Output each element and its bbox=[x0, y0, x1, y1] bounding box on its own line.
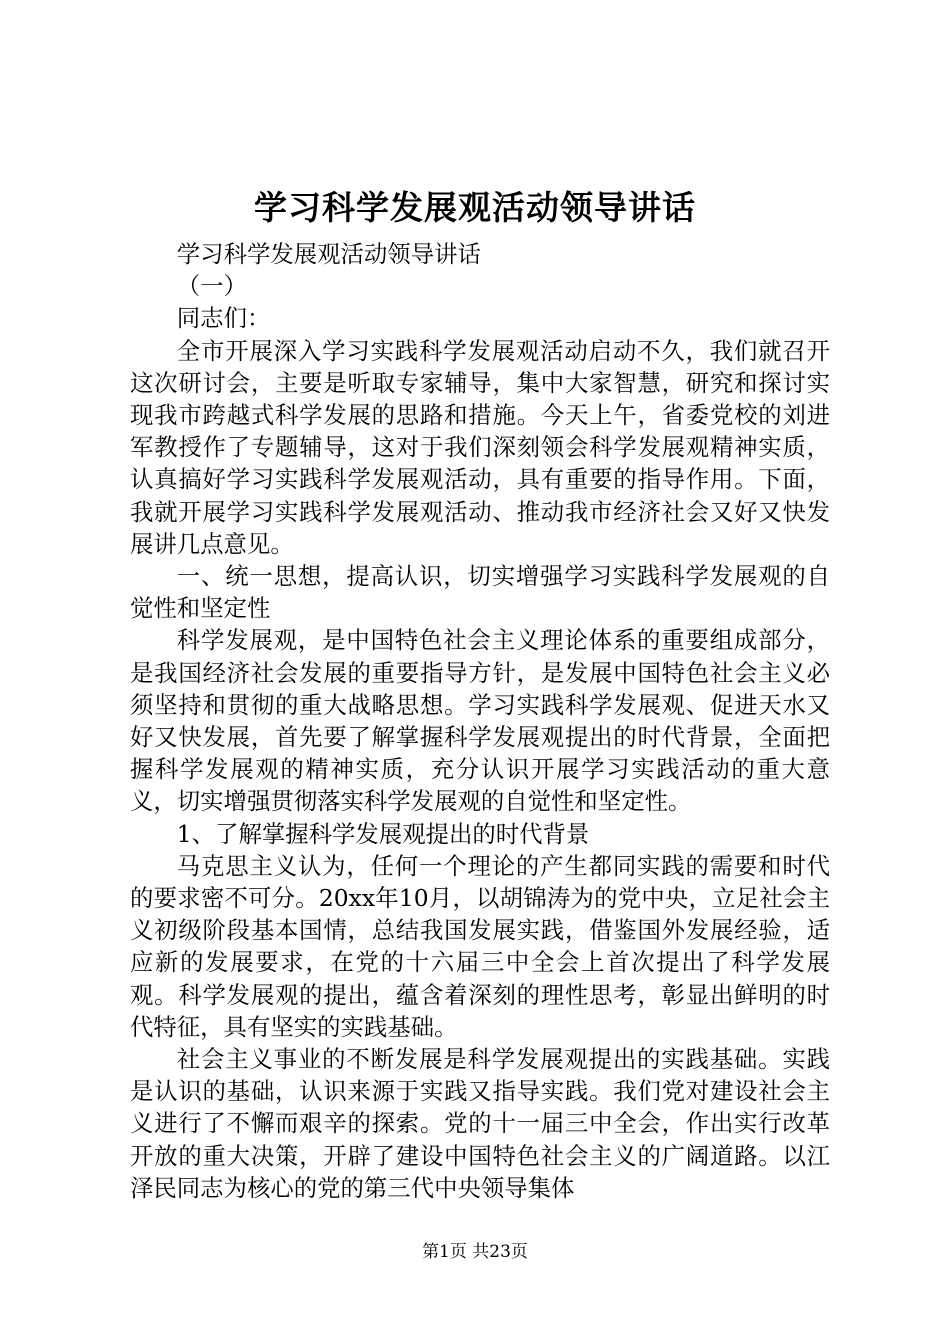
paragraph-heading-1: 一、统一思想，提高认识，切实增强学习实践科学发展观的自觉性和坚定性 bbox=[130, 562, 830, 623]
page-footer: 第1页 共23页 bbox=[422, 1242, 528, 1262]
document-title: 学习科学发展观活动领导讲话 bbox=[254, 188, 696, 227]
paragraph-body: 马克思主义认为，任何一个理论的产生都同实践的需要和时代的要求密不可分。20xx年10月，以胡锦涛为的党中央，立足社会主义初级阶段基本国情，总结我国发展实践，借鉴国外发展经验，适应新的发展要求，在党的十六届三中全会上首次提出了科学发展观。科学发展观的提出，蕴含着深刻的理性思考，彰显出鲜明的时代特征，具有坚实的实践基础。 bbox=[130, 851, 830, 1041]
paragraph-section-number: （一） bbox=[176, 272, 247, 301]
paragraph-salutation: 同志们： bbox=[176, 304, 271, 333]
document-body bbox=[130, 238, 830, 1204]
paragraph-subheading-1: 1、了解掌握科学发展观提出的时代背景 bbox=[176, 819, 590, 848]
paragraph-subtitle: 学习科学发展观活动领导讲话 bbox=[176, 240, 481, 268]
paragraph-body: 科学发展观，是中国特色社会主义理论体系的重要组成部分，是我国经济社会发展的重要指导方针，是发展中国特色社会主义必须坚持和贯彻的重大战略思想。学习实践科学发展观、促进天水又好又快发展，首先要了解掌握科学发展观提出的时代背景，全面把握科学发展观的精神实质，充分认识开展学习实践活动的重大意义，切实增强贯彻落实科学发展观的自觉性和坚定性。 bbox=[130, 626, 830, 816]
paragraph-body: 社会主义事业的不断发展是科学发展观提出的实践基础。实践是认识的基础，认识来源于实践又指导实践。我们党对建设社会主义进行了不懈而艰辛的探索。党的十一届三中全会，作出实行改革开放的重大决策，开辟了建设中国特色社会主义的广阔道路。以江泽民同志为核心的党的第三代中央领导集体 bbox=[130, 1045, 830, 1202]
paragraph-intro: 全市开展深入学习实践科学发展观活动启动不久，我们就召开这次研讨会，主要是听取专家辅导，集中大家智慧，研究和探讨实现我市跨越式科学发展的思路和措施。今天上午，省委党校的刘进军教授作了专题辅导，这对于我们深刻领会科学发展观精神实质，认真搞好学习实践科学发展观活动，具有重要的指导作用。下面，我就开展学习实践科学发展观活动、推动我市经济社会又好又快发展讲几点意见。 bbox=[130, 336, 830, 558]
